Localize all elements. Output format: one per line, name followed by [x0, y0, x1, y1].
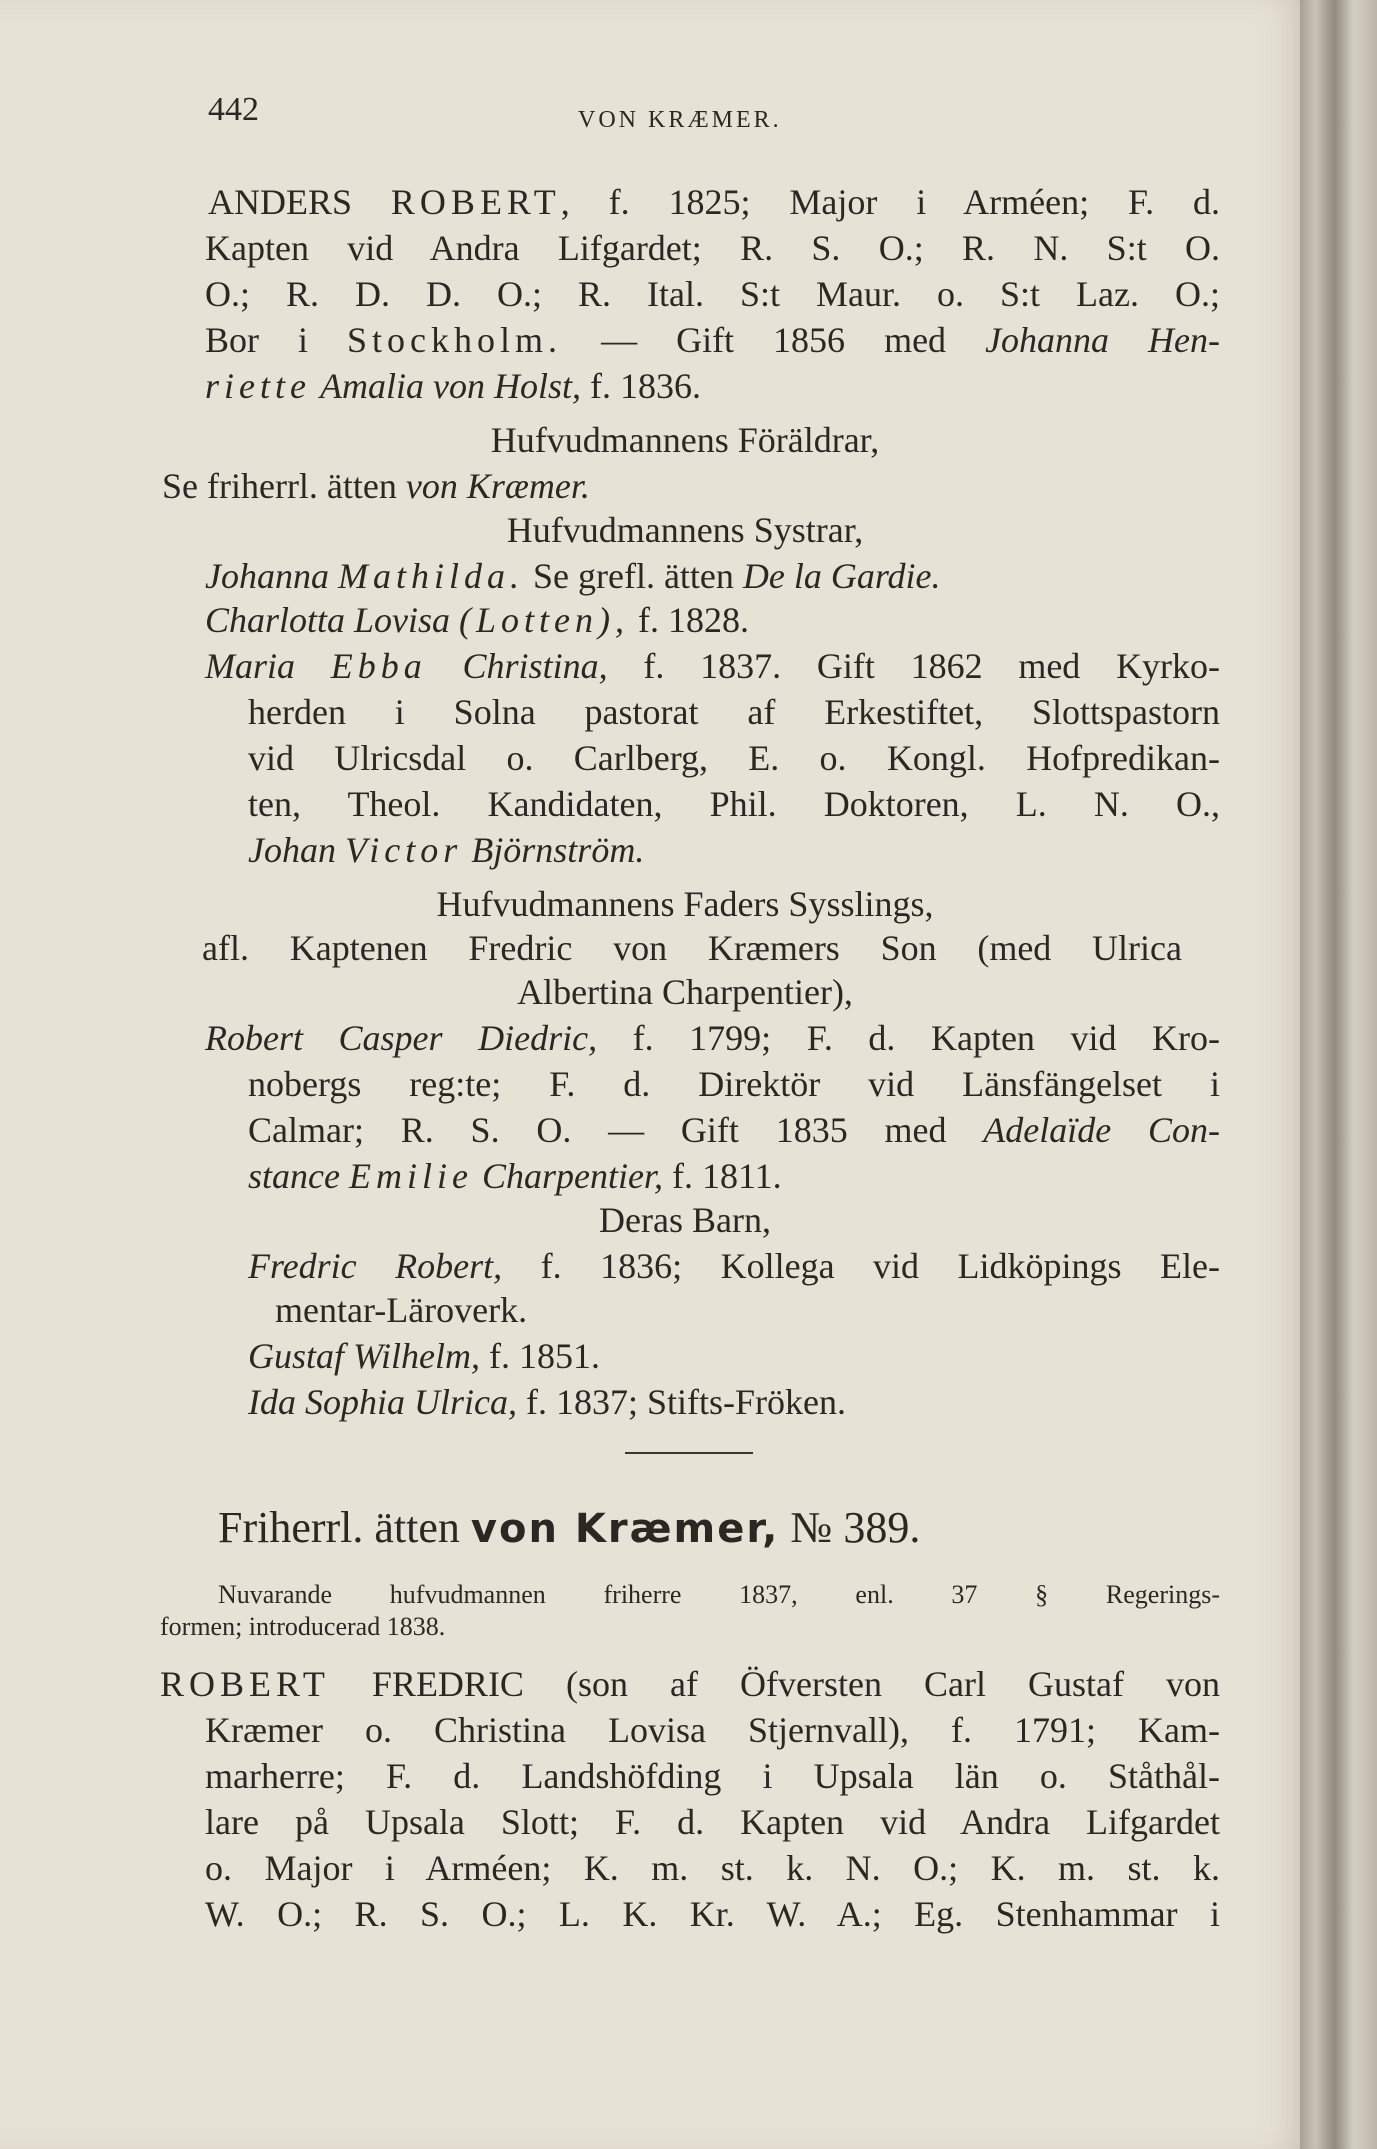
cousin-robert-line-4: stance Emilie Charpentier, f. 1811.: [248, 1156, 782, 1196]
section-note-1: Nuvarande hufvudmannen friherre 1837, enl. 37 § Regerings-: [218, 1580, 1220, 1609]
cousin-robert-line-3: Calmar; R. S. O. — Gift 1835 med Adelaïde Con-: [248, 1110, 1221, 1150]
anders-line-2: Kapten vid Andra Lifgardet; R. S. O.; R. N. S:t O.: [205, 228, 1220, 268]
cousins-sub-2: Albertina Charpentier),: [517, 972, 853, 1012]
running-title: VON KRÆMER.: [578, 107, 782, 133]
robert-line-2: Kræmer o. Christina Lovisa Stjernvall), f. 1791; Kam-: [205, 1710, 1220, 1750]
children-heading: Deras Barn,: [599, 1200, 771, 1240]
anders-line-4: Bor i Stockholm. — Gift 1856 med Johanna Hen-: [205, 320, 1221, 360]
anders-line-1: ANDERS ROBERT, f. 1825; Major i Arméen; F. d.: [208, 182, 1221, 222]
sister-3: Maria Ebba Christina, f. 1837. Gift 1862 med Kyrko-: [205, 646, 1221, 686]
cousins-sub-1: afl. Kaptenen Fredric von Kræmers Son (med Ulrica: [202, 928, 1182, 968]
sister-1: Johanna Mathilda. Se grefl. ätten De la Gardie.: [205, 556, 941, 596]
cousin-robert-line-2: nobergs reg:te; F. d. Direktör vid Länsfängelset i: [248, 1064, 1220, 1104]
sisters-heading: Hufvudmannens Systrar,: [506, 510, 864, 550]
child-2: Gustaf Wilhelm, f. 1851.: [248, 1336, 600, 1376]
robert-line-1: ROBERT FREDRIC (son af Öfversten Carl Gustaf von: [160, 1664, 1221, 1704]
robert-line-5: o. Major i Arméen; K. m. st. k. N. O.; K. m. st. k.: [205, 1848, 1220, 1888]
sister-3-line-3: vid Ulricsdal o. Carlberg, E. o. Kongl. Hofpredikan-: [248, 738, 1220, 778]
cousins-heading: Hufvudmannens Faders Sysslings,: [436, 884, 934, 924]
cousin-robert-line-1: Robert Casper Diedric, f. 1799; F. d. Kapten vid Kro-: [205, 1018, 1221, 1058]
section-divider: [625, 1452, 753, 1454]
child-1: Fredric Robert, f. 1836; Kollega vid Lidköpings Ele-: [248, 1246, 1220, 1286]
sister-3-line-5: Johan Victor Björnström.: [248, 830, 645, 870]
book-gutter: [1300, 0, 1377, 2149]
robert-line-6: W. O.; R. S. O.; L. K. Kr. W. A.; Eg. Stenhammar i: [205, 1894, 1220, 1934]
sister-2: Charlotta Lovisa (Lotten), f. 1828.: [205, 600, 750, 640]
anders-name: ANDERS: [208, 182, 353, 222]
sister-3-line-2: herden i Solna pastorat af Erkestiftet, Slottspastorn: [248, 692, 1220, 732]
anders-line-3: O.; R. D. D. O.; R. Ital. S:t Maur. o. S:t Laz. O.;: [205, 274, 1220, 314]
page-number: 442: [208, 91, 259, 128]
parents-heading: Hufvudmannens Föräldrar,: [490, 420, 880, 460]
child-3: Ida Sophia Ulrica, f. 1837; Stifts-Fröken.: [248, 1382, 846, 1422]
section-note-2: formen; introducerad 1838.: [160, 1612, 446, 1641]
child-1-line-2: mentar-Läroverk.: [275, 1290, 528, 1330]
section-title: Friherrl. ätten von Kræmer, № 389.: [218, 1503, 921, 1552]
robert-line-4: lare på Upsala Slott; F. d. Kapten vid Andra Lifgardet: [205, 1802, 1220, 1842]
anders-line-5: riette Amalia von Holst, f. 1836.: [205, 366, 701, 406]
parents-ref: Se friherrl. ätten von Kræmer.: [162, 466, 590, 506]
anders-given: ROBERT: [390, 182, 561, 222]
sister-3-line-4: ten, Theol. Kandidaten, Phil. Doktoren, L. N. O.,: [248, 784, 1220, 824]
robert-line-3: marherre; F. d. Landshöfding i Upsala län o. Ståthål-: [205, 1756, 1220, 1796]
